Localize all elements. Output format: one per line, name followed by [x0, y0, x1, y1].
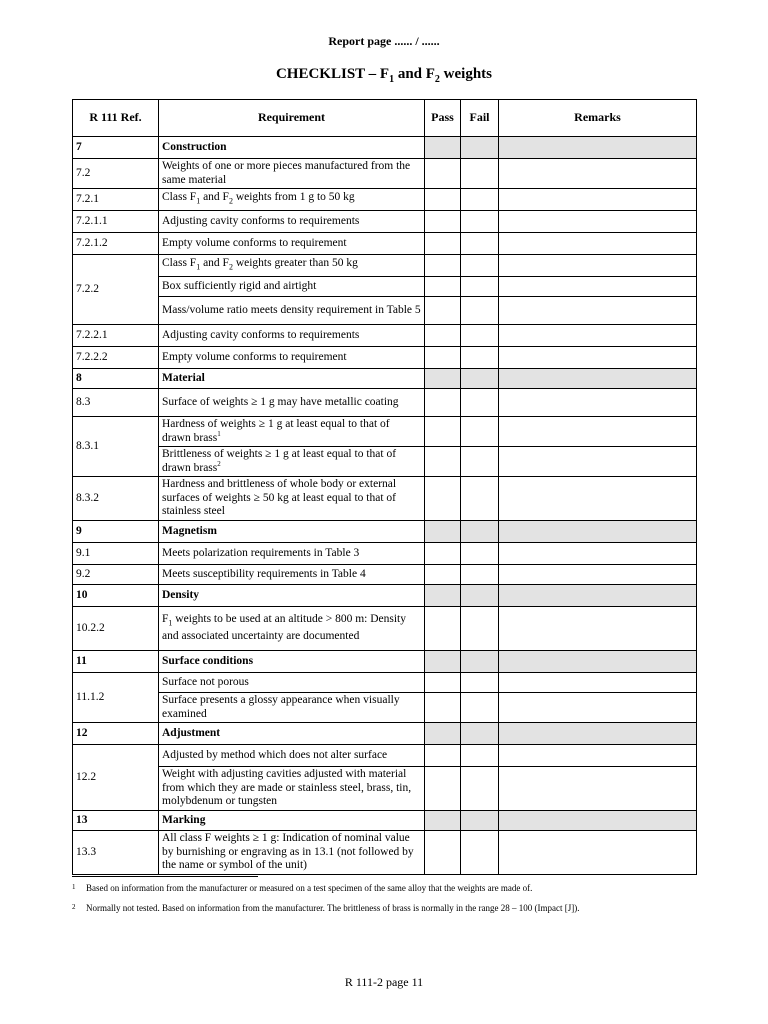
pass-cell[interactable] — [425, 347, 461, 369]
requirement-text: Mass/volume ratio meets density requirement in Table 5 — [162, 303, 421, 316]
requirement-text-part: 2 — [228, 262, 233, 272]
remarks-cell[interactable] — [499, 831, 697, 875]
requirement-text-part: and F — [200, 191, 229, 204]
remarks-cell[interactable] — [499, 255, 697, 277]
ref-cell: 8.3.2 — [73, 477, 159, 521]
page-title — [0, 66, 768, 85]
remarks-cell[interactable] — [499, 233, 697, 255]
ref-cell: 8 — [73, 369, 159, 389]
ref-cell: 7.2.1 — [73, 189, 159, 211]
fail-cell[interactable] — [461, 189, 499, 211]
pass-cell — [425, 723, 461, 745]
requirement-text: Construction — [162, 140, 227, 153]
pass-cell[interactable] — [425, 477, 461, 521]
remarks-cell — [499, 651, 697, 673]
requirement-row — [73, 159, 697, 189]
remarks-cell[interactable] — [499, 417, 697, 447]
pass-cell[interactable] — [425, 447, 461, 477]
fail-cell[interactable] — [461, 277, 499, 297]
ref-cell: 7.2 — [73, 159, 159, 189]
column-header-remarks: Remarks — [499, 100, 697, 137]
pass-cell[interactable] — [425, 831, 461, 875]
requirement-row — [73, 745, 697, 767]
requirement-cell — [159, 297, 425, 325]
ref-cell: 11 — [73, 651, 159, 673]
remarks-cell — [499, 723, 697, 745]
fail-cell[interactable] — [461, 673, 499, 693]
requirement-row — [73, 673, 697, 693]
requirement-cell — [159, 723, 425, 745]
requirement-row — [73, 255, 697, 277]
remarks-cell — [499, 369, 697, 389]
pass-cell[interactable] — [425, 543, 461, 565]
requirement-text-part: weights to be used at an altitude > 800 m: Density and associated uncertainty are documented — [162, 613, 406, 643]
pass-cell — [425, 369, 461, 389]
fail-cell[interactable] — [461, 297, 499, 325]
title-sub-2: 2 — [434, 74, 440, 85]
requirement-cell — [159, 811, 425, 831]
footnote-text: Based on information from the manufacturer or measured on a test specimen of the same alloy that the weights are made of. — [86, 883, 533, 893]
pass-cell[interactable] — [425, 159, 461, 189]
requirement-text-part: weights greater than 50 kg — [232, 257, 358, 270]
fail-cell[interactable] — [461, 211, 499, 233]
ref-cell: 7.2.2.2 — [73, 347, 159, 369]
requirement-cell — [159, 745, 425, 767]
fail-cell[interactable] — [461, 477, 499, 521]
ref-cell: 8.3 — [73, 389, 159, 417]
requirement-row — [73, 543, 697, 565]
footnote-number: 1 — [72, 883, 76, 891]
section-row — [73, 137, 697, 159]
requirement-text-part: Class F — [162, 257, 197, 270]
requirement-cell — [159, 831, 425, 875]
title-prefix: CHECKLIST – F — [275, 66, 390, 82]
fail-cell[interactable] — [461, 831, 499, 875]
remarks-cell[interactable] — [499, 673, 697, 693]
section-row — [73, 585, 697, 607]
footnote-2 — [72, 903, 692, 913]
requirement-cell — [159, 565, 425, 585]
requirement-row — [73, 565, 697, 585]
requirement-row — [73, 325, 697, 347]
remarks-cell[interactable] — [499, 347, 697, 369]
requirement-row — [73, 277, 697, 297]
requirement-cell — [159, 417, 425, 447]
fail-cell[interactable] — [461, 767, 499, 811]
fail-cell — [461, 137, 499, 159]
fail-cell — [461, 585, 499, 607]
requirement-text: Surface conditions — [162, 654, 254, 667]
pass-cell[interactable] — [425, 277, 461, 297]
requirement-row — [73, 417, 697, 447]
footnote-ref: 2 — [217, 459, 221, 468]
requirement-text: Adjusted by method which does not alter surface — [162, 748, 388, 761]
requirement-cell — [159, 325, 425, 347]
requirement-text-part: F — [162, 613, 169, 626]
title-mid: and F — [394, 66, 435, 82]
pass-cell[interactable] — [425, 745, 461, 767]
footnote-number: 2 — [72, 903, 76, 911]
requirement-text: Brittleness of weights ≥ 1 g at least equal to that of drawn brass — [162, 448, 397, 474]
fail-cell[interactable] — [461, 159, 499, 189]
requirement-text: Adjustment — [162, 726, 221, 739]
pass-cell[interactable] — [425, 673, 461, 693]
fail-cell[interactable] — [461, 417, 499, 447]
remarks-cell[interactable] — [499, 189, 697, 211]
requirement-row — [73, 233, 697, 255]
ref-cell: 7.2.2 — [73, 255, 159, 325]
requirement-cell — [159, 693, 425, 723]
requirement-text-part: 1 — [196, 196, 201, 206]
fail-cell[interactable] — [461, 693, 499, 723]
pass-cell — [425, 521, 461, 543]
requirement-text: Weights of one or more pieces manufactured from the same material — [162, 160, 411, 186]
requirement-row — [73, 189, 697, 211]
fail-cell[interactable] — [461, 565, 499, 585]
column-header-fail: Fail — [461, 100, 499, 137]
ref-cell: 9.1 — [73, 543, 159, 565]
fail-cell[interactable] — [461, 347, 499, 369]
requirement-row — [73, 211, 697, 233]
requirement-text: Box sufficiently rigid and airtight — [162, 279, 317, 292]
footnote-1 — [72, 883, 692, 893]
requirement-text: All class F weights ≥ 1 g: Indication of nominal value by burnishing or engraving as in 13.1 (not followed by the name or symbol of the unit) — [162, 832, 414, 872]
requirement-text-part: 2 — [228, 196, 233, 206]
pass-cell[interactable] — [425, 325, 461, 347]
pass-cell[interactable] — [425, 607, 461, 651]
requirement-row — [73, 347, 697, 369]
fail-cell[interactable] — [461, 745, 499, 767]
pass-cell[interactable] — [425, 389, 461, 417]
ref-cell: 10 — [73, 585, 159, 607]
requirement-cell — [159, 389, 425, 417]
ref-cell: 11.1.2 — [73, 673, 159, 723]
section-row — [73, 369, 697, 389]
requirement-text-part: weights from 1 g to 50 kg — [232, 191, 355, 204]
remarks-cell[interactable] — [499, 325, 697, 347]
fail-cell[interactable] — [461, 233, 499, 255]
pass-cell[interactable] — [425, 297, 461, 325]
requirement-cell — [159, 521, 425, 543]
pass-cell — [425, 137, 461, 159]
requirement-text: Density — [162, 588, 200, 601]
requirement-text-part: 1 — [196, 262, 201, 272]
requirement-row — [73, 767, 697, 811]
requirement-text: Magnetism — [162, 524, 217, 537]
fail-cell — [461, 723, 499, 745]
fail-cell[interactable] — [461, 543, 499, 565]
section-row — [73, 811, 697, 831]
requirement-cell — [159, 233, 425, 255]
remarks-cell — [499, 811, 697, 831]
remarks-cell[interactable] — [499, 565, 697, 585]
pass-cell[interactable] — [425, 189, 461, 211]
fail-cell[interactable] — [461, 325, 499, 347]
remarks-cell[interactable] — [499, 159, 697, 189]
fail-cell[interactable] — [461, 389, 499, 417]
requirement-row — [73, 693, 697, 723]
pass-cell[interactable] — [425, 565, 461, 585]
ref-cell: 13.3 — [73, 831, 159, 875]
requirement-cell — [159, 673, 425, 693]
fail-cell — [461, 521, 499, 543]
column-header-pass: Pass — [425, 100, 461, 137]
requirement-row — [73, 297, 697, 325]
requirement-cell — [159, 585, 425, 607]
pass-cell[interactable] — [425, 767, 461, 811]
requirement-text: Hardness of weights ≥ 1 g at least equal to that of drawn brass — [162, 418, 390, 444]
remarks-cell[interactable] — [499, 693, 697, 723]
ref-cell: 12.2 — [73, 745, 159, 811]
remarks-cell[interactable] — [499, 767, 697, 811]
pass-cell — [425, 585, 461, 607]
requirement-cell — [159, 347, 425, 369]
ref-cell: 12 — [73, 723, 159, 745]
fail-cell[interactable] — [461, 607, 499, 651]
remarks-cell[interactable] — [499, 543, 697, 565]
title-sub-1: 1 — [389, 74, 395, 85]
ref-cell: 13 — [73, 811, 159, 831]
ref-cell: 9.2 — [73, 565, 159, 585]
fail-cell — [461, 811, 499, 831]
report-page-label: Report page ...... / ...... — [328, 34, 440, 48]
remarks-cell[interactable] — [499, 211, 697, 233]
fail-cell — [461, 651, 499, 673]
requirement-cell — [159, 277, 425, 297]
requirement-cell — [159, 159, 425, 189]
requirement-row — [73, 447, 697, 477]
section-row — [73, 723, 697, 745]
requirement-cell — [159, 189, 425, 211]
requirement-text: Adjusting cavity conforms to requirements — [162, 214, 360, 227]
requirement-row — [73, 607, 697, 651]
requirement-text: Surface of weights ≥ 1 g may have metallic coating — [162, 395, 399, 408]
requirement-cell — [159, 477, 425, 521]
requirement-cell — [159, 543, 425, 565]
requirement-cell — [159, 447, 425, 477]
remarks-cell[interactable] — [499, 297, 697, 325]
remarks-cell[interactable] — [499, 277, 697, 297]
ref-cell: 7 — [73, 137, 159, 159]
requirement-text: Meets polarization requirements in Table 3 — [162, 546, 360, 559]
requirement-text-part: Class F — [162, 191, 197, 204]
pass-cell — [425, 651, 461, 673]
requirement-cell — [159, 369, 425, 389]
ref-cell: 7.2.1.1 — [73, 211, 159, 233]
footnote-separator — [72, 876, 258, 877]
ref-cell: 8.3.1 — [73, 417, 159, 477]
fail-cell[interactable] — [461, 447, 499, 477]
remarks-cell — [499, 137, 697, 159]
requirement-row — [73, 831, 697, 875]
header-row — [73, 100, 697, 137]
ref-cell: 7.2.2.1 — [73, 325, 159, 347]
requirement-text: Meets susceptibility requirements in Table 4 — [162, 567, 366, 580]
ref-cell: 7.2.1.2 — [73, 233, 159, 255]
remarks-cell[interactable] — [499, 389, 697, 417]
requirement-cell — [159, 767, 425, 811]
requirement-cell — [159, 137, 425, 159]
pass-cell[interactable] — [425, 211, 461, 233]
fail-cell — [461, 369, 499, 389]
requirement-text: Adjusting cavity conforms to requirements — [162, 328, 360, 341]
pass-cell — [425, 811, 461, 831]
ref-cell: 10.2.2 — [73, 607, 159, 651]
requirement-text: Material — [162, 371, 205, 384]
requirement-text: Empty volume conforms to requirement — [162, 236, 347, 249]
remarks-cell — [499, 521, 697, 543]
requirement-row — [73, 477, 697, 521]
requirement-cell — [159, 651, 425, 673]
requirement-text: Empty volume conforms to requirement — [162, 350, 347, 363]
footnote-text: Normally not tested. Based on information from the manufacturer. The brittleness of brass is normally in the range 28 – 100 (Impact [J]). — [86, 903, 580, 913]
pass-cell[interactable] — [425, 255, 461, 277]
remarks-cell[interactable] — [499, 745, 697, 767]
requirement-text: Surface presents a glossy appearance when visually examined — [162, 694, 400, 720]
requirement-text: Weight with adjusting cavities adjusted with material from which they are made or stainless steel, brass, tin, molybdenum or tungsten — [162, 768, 412, 808]
pass-cell[interactable] — [425, 417, 461, 447]
page-footer: R 111-2 page 11 — [344, 975, 424, 989]
fail-cell[interactable] — [461, 255, 499, 277]
requirement-cell — [159, 607, 425, 651]
pass-cell[interactable] — [425, 233, 461, 255]
remarks-cell — [499, 585, 697, 607]
requirement-text-part: 1 — [168, 618, 173, 628]
footnote-ref: 1 — [217, 429, 221, 438]
pass-cell[interactable] — [425, 693, 461, 723]
column-header-requirement: Requirement — [159, 100, 425, 137]
remarks-cell[interactable] — [499, 607, 697, 651]
requirement-text: Marking — [162, 813, 206, 826]
requirement-row — [73, 389, 697, 417]
column-header-ref: R 111 Ref. — [73, 100, 159, 137]
title-suffix: weights — [439, 66, 493, 82]
section-row — [73, 651, 697, 673]
section-row — [73, 521, 697, 543]
remarks-cell[interactable] — [499, 447, 697, 477]
requirement-text-part: and F — [200, 257, 229, 270]
remarks-cell[interactable] — [499, 477, 697, 521]
ref-cell: 9 — [73, 521, 159, 543]
checklist-table — [72, 99, 697, 875]
requirement-text: Hardness and brittleness of whole body or external surfaces of weights ≥ 50 kg at least equal to that of stainless steel — [162, 478, 397, 518]
requirement-cell — [159, 255, 425, 277]
requirement-text: Surface not porous — [162, 675, 249, 688]
requirement-cell — [159, 211, 425, 233]
